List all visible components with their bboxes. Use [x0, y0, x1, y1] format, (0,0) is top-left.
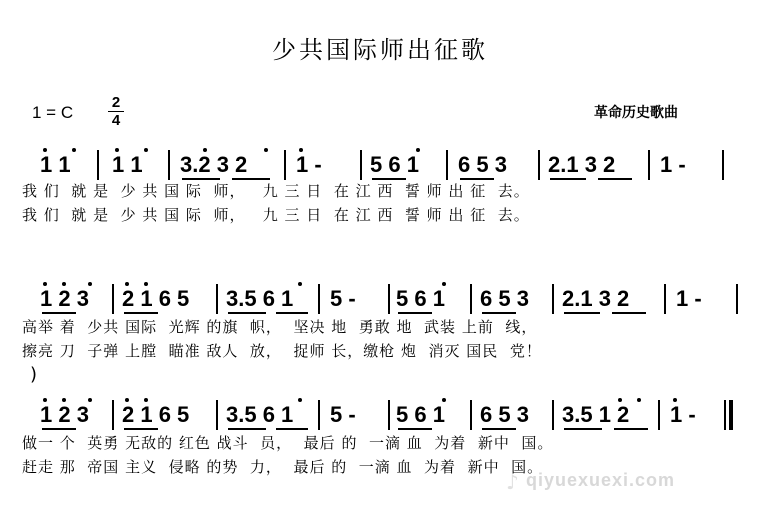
octave-dot [144, 398, 148, 402]
meter-denominator: 4 [108, 111, 124, 129]
barline [736, 284, 738, 314]
barline [168, 150, 170, 180]
octave-dot [299, 148, 303, 152]
barline [722, 150, 724, 180]
octave-dot [62, 398, 66, 402]
score-line-2 [0, 286, 760, 318]
octave-dot [125, 282, 129, 286]
octave-dot [203, 148, 207, 152]
barline [446, 150, 448, 180]
key-signature: 1 = C [32, 103, 74, 122]
barline [318, 284, 320, 314]
barline [318, 400, 320, 430]
eighth-beam [276, 312, 308, 314]
eighth-beam [228, 428, 266, 430]
eighth-beam [42, 312, 76, 314]
lyric-line-1b: 我 们 就 是 少 共 国 际 师， 九 三 日 在 江 西 誓 师 出 征 去。 [22, 206, 530, 224]
measure-4: 1 - [296, 152, 322, 177]
measure-6: 6 5 3 [480, 286, 529, 311]
eighth-beam [398, 428, 432, 430]
barline [470, 400, 472, 430]
song-title: 少共国际师出征歌 [272, 36, 488, 64]
measure-1: 1 1 [40, 152, 71, 177]
lyric-line-2b: 擦亮 刀 子弹 上膛 瞄准 敌人 放， 捉师 长，缴枪 炮 消灭 国民 党！ [22, 342, 542, 360]
barline [538, 150, 540, 180]
eighth-beam [550, 178, 586, 180]
eighth-beam [564, 312, 600, 314]
measure-7: 3.5 1 2 [562, 402, 630, 427]
barline [112, 400, 114, 430]
lyric-line-3b: 赶走 那 帝国 主义 侵略 的势 力， 最后 的 一滴 血 为着 新中 国。 [22, 458, 544, 476]
measure-3: 3.5 6 1 [226, 402, 294, 427]
song-source: 革命历史歌曲 [594, 105, 678, 121]
barline [552, 400, 554, 430]
measure-5: 5 6 1 [370, 152, 419, 177]
measure-5: 5 6 1 [396, 402, 445, 427]
barline [470, 284, 472, 314]
eighth-beam [614, 428, 648, 430]
eighth-beam [612, 312, 646, 314]
octave-dot [618, 398, 622, 402]
barline [284, 150, 286, 180]
octave-dot [442, 398, 446, 402]
octave-dot [144, 148, 148, 152]
measure-1: 1 2 3 [40, 402, 89, 427]
measure-6: 6 5 3 [480, 402, 529, 427]
measure-5: 5 6 1 [396, 286, 445, 311]
octave-dot [144, 282, 148, 286]
measure-4: 5 - [330, 402, 356, 427]
measure-4: 5 - [330, 286, 356, 311]
octave-dot [43, 282, 47, 286]
barline [388, 400, 390, 430]
octave-dot [115, 148, 119, 152]
eighth-beam [398, 312, 432, 314]
octave-dot [88, 282, 92, 286]
barline [658, 400, 660, 430]
eighth-beam [228, 312, 266, 314]
measure-1: 1 2 3 [40, 286, 89, 311]
octave-dot [673, 398, 677, 402]
measure-2: 2 1 6 5 [122, 286, 190, 311]
octave-dot [298, 282, 302, 286]
eighth-beam [598, 178, 632, 180]
meter-numerator: 2 [111, 94, 121, 111]
barline [360, 150, 362, 180]
barline [388, 284, 390, 314]
lyric-line-3a: 做一 个 英勇 无敌的 红色 战斗 员， 最后 的 一滴 血 为着 新中 国。 [22, 434, 554, 452]
measure-6: 6 5 3 [458, 152, 507, 177]
octave-dot [62, 282, 66, 286]
octave-dot [88, 398, 92, 402]
octave-dot [298, 398, 302, 402]
barline [112, 284, 114, 314]
lyric-line-1a: 我 们 就 是 少 共 国 际 师， 九 三 日 在 江 西 誓 师 出 征 去。 [22, 182, 530, 200]
octave-dot [416, 148, 420, 152]
measure-2: 2 1 6 5 [122, 402, 190, 427]
octave-dot [637, 398, 641, 402]
eighth-beam [482, 428, 516, 430]
barline [216, 400, 218, 430]
repeat-paren: ) [30, 364, 38, 385]
barline [97, 150, 99, 180]
barline [552, 284, 554, 314]
octave-dot [72, 148, 76, 152]
eighth-beam [42, 428, 76, 430]
eighth-beam [482, 312, 516, 314]
eighth-beam [124, 428, 158, 430]
octave-dot [43, 398, 47, 402]
measure-7: 2.1 3 2 [548, 152, 616, 177]
octave-dot [43, 148, 47, 152]
measure-3: 3.2 3 2 [180, 152, 248, 177]
music-note-icon: ♪ [506, 470, 519, 494]
eighth-beam [276, 428, 308, 430]
octave-dot [442, 282, 446, 286]
barline [216, 284, 218, 314]
measure-7: 2.1 3 2 [562, 286, 630, 311]
time-signature [108, 94, 124, 129]
score-line-3 [0, 402, 760, 434]
measure-2: 1 1 [112, 152, 143, 177]
lyric-line-2a: 高举 着 少共 国际 光辉 的旗 帜， 坚决 地 勇敢 地 武装 上前 线， [22, 318, 538, 336]
octave-dot [264, 148, 268, 152]
measure-8: 1 - [660, 152, 686, 177]
eighth-beam [564, 428, 602, 430]
barline [664, 284, 666, 314]
measure-3: 3.5 6 1 [226, 286, 294, 311]
barline [648, 150, 650, 180]
barline [724, 400, 726, 430]
final-barline [729, 400, 733, 430]
site-watermark: qiyuexuexi.com [526, 470, 676, 490]
measure-8: 1 - [676, 286, 702, 311]
measure-8: 1 - [670, 402, 696, 427]
eighth-beam [124, 312, 158, 314]
octave-dot [125, 398, 129, 402]
